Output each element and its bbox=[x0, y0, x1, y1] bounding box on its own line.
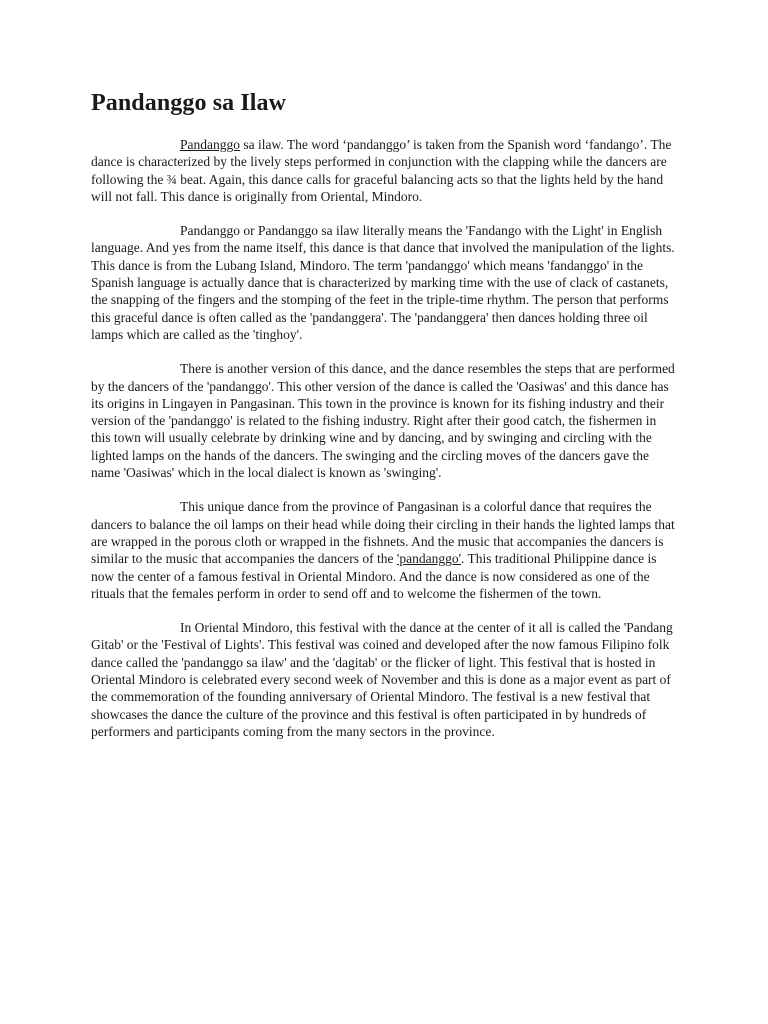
paragraph-3 bbox=[91, 360, 679, 481]
document-title: Pandanggo sa Ilaw bbox=[91, 90, 287, 116]
paragraph-5 bbox=[91, 619, 679, 740]
paragraph-1 bbox=[91, 136, 679, 205]
paragraph-4-text-after: . This traditional Philippine dance is now the center of a famous festival in Oriental Mindoro. And the dance is now considered as one of the rituals that the females perform in order to send off and to welcome the fishermen of the town. bbox=[91, 551, 657, 601]
paragraph-5-text: In Oriental Mindoro, this festival with the dance at the center of it all is called the 'Pandang Gitab' or the 'Festival of Lights'. This festival was coined and developed after the now famous Filipino folk dance called the 'pandanggo sa ilaw' and the 'dagitab' or the flicker of light. This festival that is hosted in Oriental Mindoro is celebrated every second week of November and this is done as a major event as part of the commemoration of the founding anniversary of Oriental Mindoro. The festival is a new festival that showcases the dance the culture of the province and this festival is often participated in by hundreds of performers and participants coming from the many sectors in the province. bbox=[91, 620, 673, 739]
paragraph-3-text: There is another version of this dance, and the dance resembles the steps that are performed by the dancers of the 'pandanggo'. This other version of the dance is called the 'Oasiwas' and this dance has its origins in Lingayen in Pangasinan. This town in the province is known for its fishing industry and their version of the 'pandanggo' is related to the fishing industry. Right after their good catch, the fishermen in this town will usually celebrate by drinking wine and by dancing, and by swinging and circling with the lighted lamps on the hands of the dancers. The swinging and the circling moves of the dancers gave the name 'Oasiwas' which in the local dialect is known as 'swinging'. bbox=[91, 361, 675, 481]
paragraph-1-underlined-lead: Pandanggo bbox=[180, 137, 240, 152]
paragraph-4 bbox=[91, 498, 679, 602]
paragraph-4-text-before: This unique dance from the province of Pangasinan is a colorful dance that requires the dancers to balance the oil lamps on their head while doing their circling in their hands the lighted lamps that are wrapped in the porous cloth or wrapped in the fishnets. And the music that accompanies the dancers is similar to the music that accompanies the dancers of the bbox=[91, 499, 675, 567]
paragraph-1-text: sa ilaw. The word ‘pandanggo’ is taken from the Spanish word ‘fandango’. The dance is characterized by the lively steps performed in conjunction with the clapping while the dancers are following the ¾ beat. Again, this dance calls for graceful balancing acts so that the lights held by the hand will not fall. This dance is originally from Oriental, Mindoro. bbox=[91, 137, 672, 204]
document-page bbox=[91, 88, 679, 757]
paragraph-4-underlined-term: 'pandanggo' bbox=[396, 551, 462, 567]
paragraph-2 bbox=[91, 222, 679, 343]
paragraph-2-text: Pandanggo or Pandanggo sa ilaw literally means the 'Fandango with the Light' in English language. And yes from the name itself, this dance is that dance that involved the manipulation of the lights. This dance is from the Lubang Island, Mindoro. The term 'pandanggo' which means 'fandanggo' in the Spanish language is actually dance that is characterized by marking time with the use of clack of castanets, the snapping of the fingers and the stomping of the feet in the triple-time rhythm. The person that performs this graceful dance is often called as the 'pandanggera'. The 'pandanggera' then dances holding three oil lamps which are called as the 'tinghoy'. bbox=[91, 223, 675, 342]
